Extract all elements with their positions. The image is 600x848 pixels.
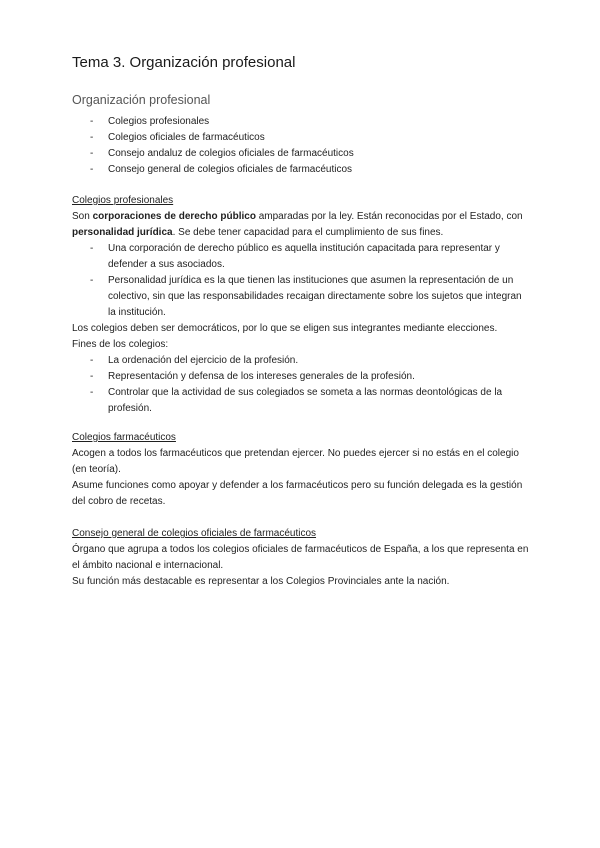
section-heading: Consejo general de colegios oficiales de farmacéuticos xyxy=(72,528,317,539)
fines-list xyxy=(72,353,532,417)
list-item: - Personalidad jurídica es la que tienen las instituciones que asumen la representación de un colectivo, sin que las responsabilidades recaigan directamente sobre los sujetos que integran la institución. xyxy=(72,273,532,321)
section-consejo-general xyxy=(72,526,532,590)
bold-term: personalidad jurídica xyxy=(72,227,173,238)
section-heading: Colegios profesionales xyxy=(72,195,174,206)
toc-item: - Colegios profesionales xyxy=(72,114,532,130)
list-item: - Controlar que la actividad de sus colegiados se someta a las normas deontológicas de la profesión. xyxy=(72,385,532,417)
paragraph: Los colegios deben ser democráticos, por lo que se eligen sus integrantes mediante elecciones. xyxy=(72,323,498,334)
text-span: Son xyxy=(72,211,93,222)
paragraph: Fines de los colegios: xyxy=(72,339,169,350)
toc-list xyxy=(72,114,532,178)
toc-item: - Colegios oficiales de farmacéuticos xyxy=(72,130,532,146)
list-item: - La ordenación del ejercicio de la profesión. xyxy=(72,353,532,369)
paragraph xyxy=(72,209,532,241)
paragraph: Su función más destacable es representar a los Colegios Provinciales ante la nación. xyxy=(72,576,450,587)
page-title: Tema 3. Organización profesional xyxy=(72,54,296,71)
list-item: - Una corporación de derecho público es aquella institución capacitada para representar y defender a sus asociados. xyxy=(72,241,532,273)
text-span: . Se debe tener capacidad para el cumplimiento de sus fines. xyxy=(172,227,444,238)
paragraph: Asume funciones como apoyar y defender a los farmacéuticos pero su función delegada es la gestión del cobro de recetas. xyxy=(72,480,523,507)
toc-item: - Consejo general de colegios oficiales de farmacéuticos xyxy=(72,162,532,178)
text-span: amparadas por la ley. Están reconocidas por el Estado, con xyxy=(255,211,523,222)
definitions-list xyxy=(72,241,532,321)
section-heading: Colegios farmacéuticos xyxy=(72,432,176,443)
paragraph: Acogen a todos los farmacéuticos que pretendan ejercer. No puedes ejercer si no estás en el colegio (en teoría). xyxy=(72,448,519,475)
toc-block xyxy=(72,114,532,178)
section-colegios-profesionales xyxy=(72,193,532,417)
bold-term: corporaciones de derecho público xyxy=(92,211,256,222)
toc-item: - Consejo andaluz de colegios oficiales de farmacéuticos xyxy=(72,146,532,162)
section-colegios-farmaceuticos xyxy=(72,430,532,510)
list-item: - Representación y defensa de los intereses generales de la profesión. xyxy=(72,369,532,385)
paragraph: Órgano que agrupa a todos los colegios oficiales de farmacéuticos de España, a los que representa en el ámbito nacional e internacional. xyxy=(72,544,529,571)
section-subtitle: Organización profesional xyxy=(72,93,211,107)
